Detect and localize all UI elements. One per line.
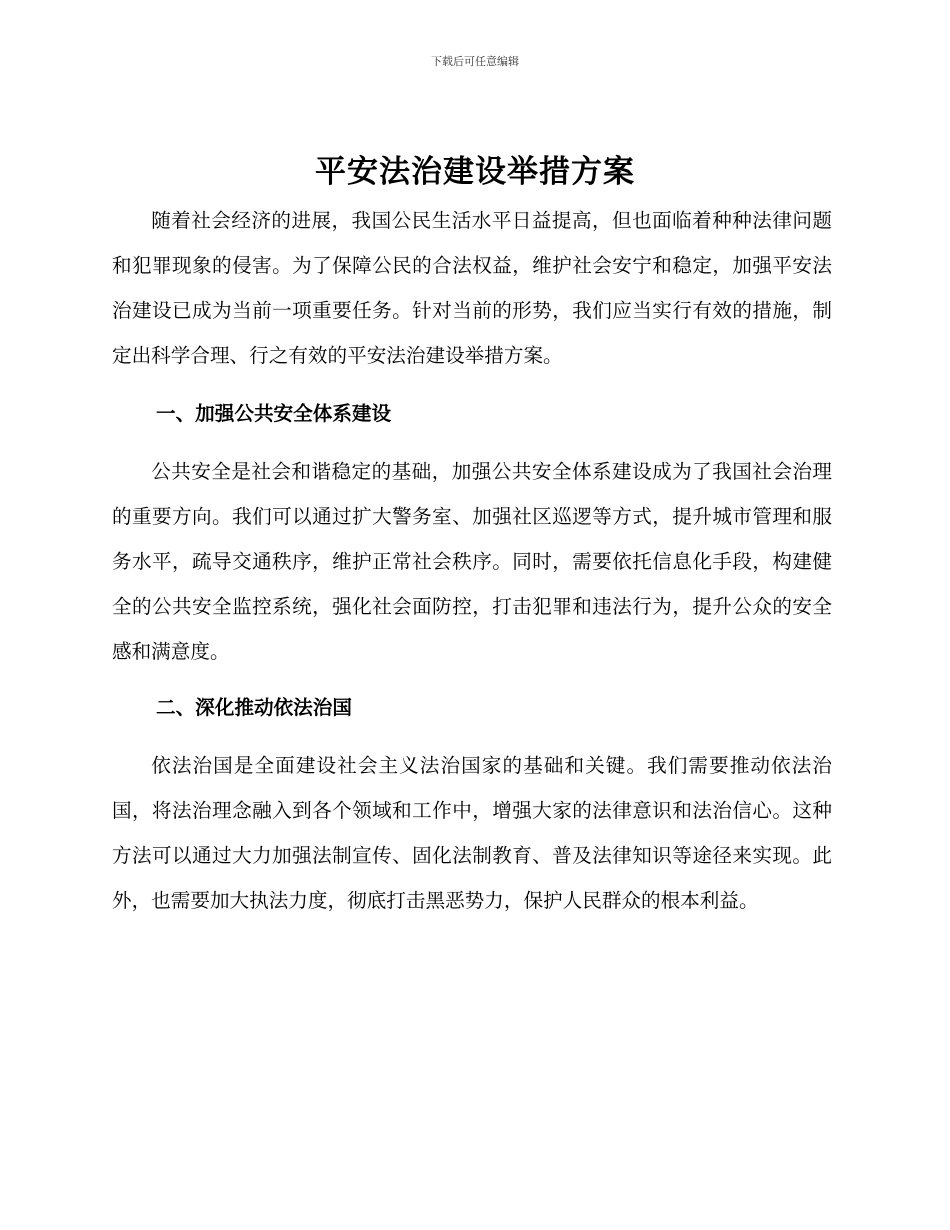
section-heading-1: 一、加强公共安全体系建设 [156,402,392,425]
section-2-paragraph: 依法治国是全面建设社会主义法治国家的基础和关键。我们需要推动依法治国，将法治理念融入到各个领域和工作中，增强大家的法律意识和法治信心。这种方法可以通过大力加强法制宣传、固化法制教育、普及法律知识等途径来实现。此外，也需要加大执法力度，彻底打击黑恶势力，保护人民群众的根本利益。 [112,754,832,912]
section-heading-2: 二、深化推动依法治国 [156,696,352,719]
document-title: 平安法治建设举措方案 [315,154,635,190]
page-header-note: 下载后可任意编辑 [431,55,519,68]
section-1-paragraph: 公共安全是社会和谐稳定的基础，加强公共安全体系建设成为了我国社会治理的重要方向。我们可以通过扩大警务室、加强社区巡逻等方式，提升城市管理和服务水平，疏导交通秩序，维护正常社会秩序。同时，需要依托信息化手段，构建健全的公共安全监控系统，强化社会面防控，打击犯罪和违法行为，提升公众的安全感和满意度。 [112,460,832,663]
intro-paragraph: 随着社会经济的进展，我国公民生活水平日益提高，但也面临着种种法律问题和犯罪现象的侵害。为了保障公民的合法权益，维护社会安宁和稳定，加强平安法治建设已成为当前一项重要任务。针对当前的形势，我们应当实行有效的措施，制定出科学合理、行之有效的平安法治建设举措方案。 [112,209,832,367]
